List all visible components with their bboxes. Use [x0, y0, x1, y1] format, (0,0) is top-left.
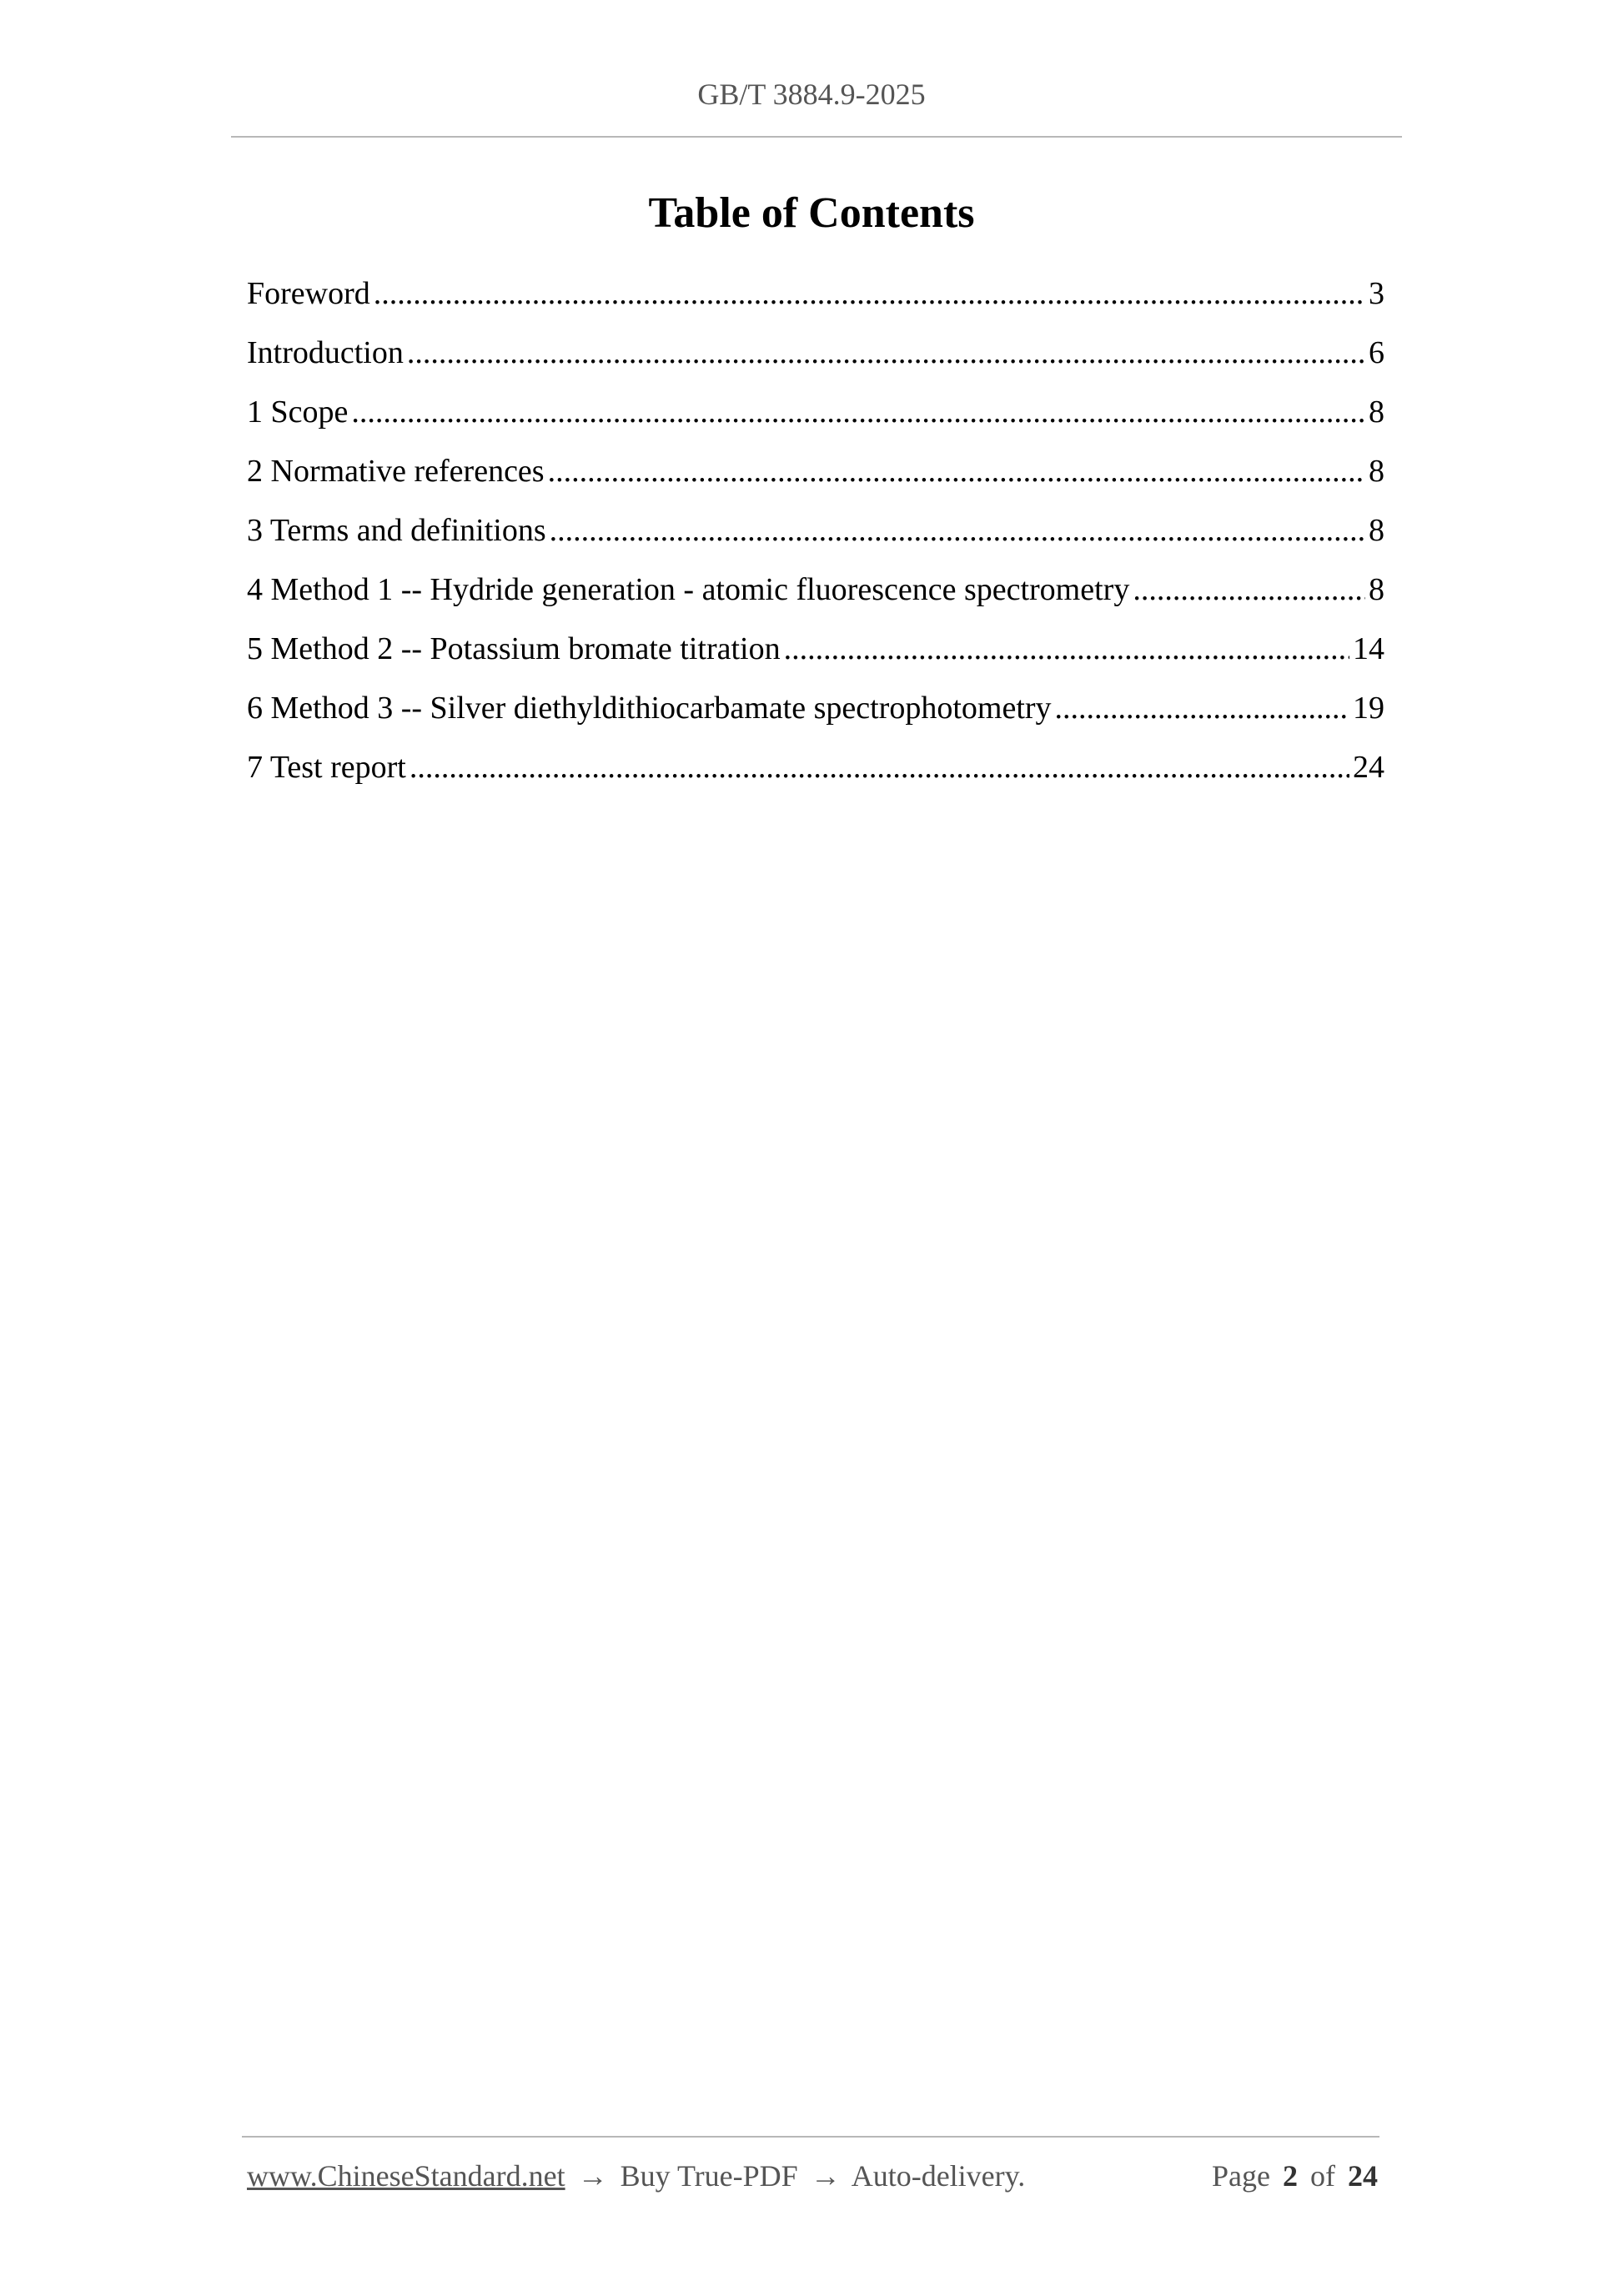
page-word: Page — [1212, 2159, 1270, 2193]
toc-entry-method-3[interactable] — [247, 690, 1384, 749]
toc-entry-label: 6 Method 3 -- Silver diethyldithiocarbamate spectrophotometry — [247, 691, 1052, 726]
site-link[interactable]: www.ChineseStandard.net — [247, 2159, 565, 2193]
total-pages: 24 — [1348, 2159, 1378, 2193]
toc-entry-label: 4 Method 1 -- Hydride generation - atomic fluorescence spectrometry — [247, 572, 1130, 607]
toc-entry-label: 1 Scope — [247, 394, 349, 430]
toc-entry-label: 7 Test report — [247, 750, 406, 785]
footer-promo — [247, 2158, 1025, 2193]
toc-entry-terms-definitions[interactable] — [247, 512, 1384, 571]
toc-dot-leader — [407, 334, 1365, 371]
toc-entry-page: 6 — [1369, 335, 1384, 370]
toc-entry-label: 5 Method 2 -- Potassium bromate titration — [247, 631, 781, 666]
header-divider — [231, 136, 1402, 138]
toc-dot-leader — [1133, 571, 1365, 608]
toc-entry-introduction[interactable] — [247, 334, 1384, 394]
toc-entry-page: 24 — [1353, 750, 1384, 785]
toc-entry-page: 3 — [1369, 276, 1384, 311]
toc-dot-leader — [351, 394, 1365, 430]
toc-dot-leader — [410, 749, 1349, 786]
toc-entry-page: 8 — [1369, 454, 1384, 489]
toc-entry-scope[interactable] — [247, 394, 1384, 453]
footer-divider — [242, 2136, 1379, 2138]
table-of-contents — [247, 275, 1384, 808]
page-number — [1207, 2158, 1378, 2193]
toc-entry-page: 14 — [1353, 631, 1384, 666]
toc-entry-normative-references[interactable] — [247, 453, 1384, 512]
toc-entry-page: 8 — [1369, 572, 1384, 607]
arrow-right-icon: → — [810, 2159, 841, 2193]
toc-entry-method-2[interactable] — [247, 631, 1384, 690]
toc-entry-test-report[interactable] — [247, 749, 1384, 808]
buy-pdf-text: Buy True-PDF — [620, 2159, 798, 2193]
toc-entry-method-1[interactable] — [247, 571, 1384, 631]
document-code-header: GB/T 3884.9-2025 — [697, 78, 926, 111]
toc-entry-label: Foreword — [247, 276, 370, 311]
toc-entry-page: 8 — [1369, 513, 1384, 548]
toc-dot-leader — [548, 453, 1365, 490]
toc-entry-page: 19 — [1353, 691, 1384, 726]
page-footer — [247, 2158, 1378, 2193]
toc-dot-leader — [1055, 690, 1349, 726]
toc-entry-page: 8 — [1369, 394, 1384, 430]
of-word: of — [1310, 2159, 1335, 2193]
toc-entry-label: 2 Normative references — [247, 454, 545, 489]
toc-title: Table of Contents — [648, 189, 975, 237]
toc-entry-foreword[interactable] — [247, 275, 1384, 334]
toc-entry-label: Introduction — [247, 335, 404, 370]
toc-entry-label: 3 Terms and definitions — [247, 513, 546, 548]
auto-delivery-text: Auto-delivery. — [851, 2159, 1026, 2193]
toc-dot-leader — [784, 631, 1349, 667]
arrow-right-icon: → — [577, 2159, 608, 2193]
current-page: 2 — [1283, 2159, 1298, 2193]
toc-dot-leader — [550, 512, 1365, 549]
toc-dot-leader — [374, 275, 1365, 312]
